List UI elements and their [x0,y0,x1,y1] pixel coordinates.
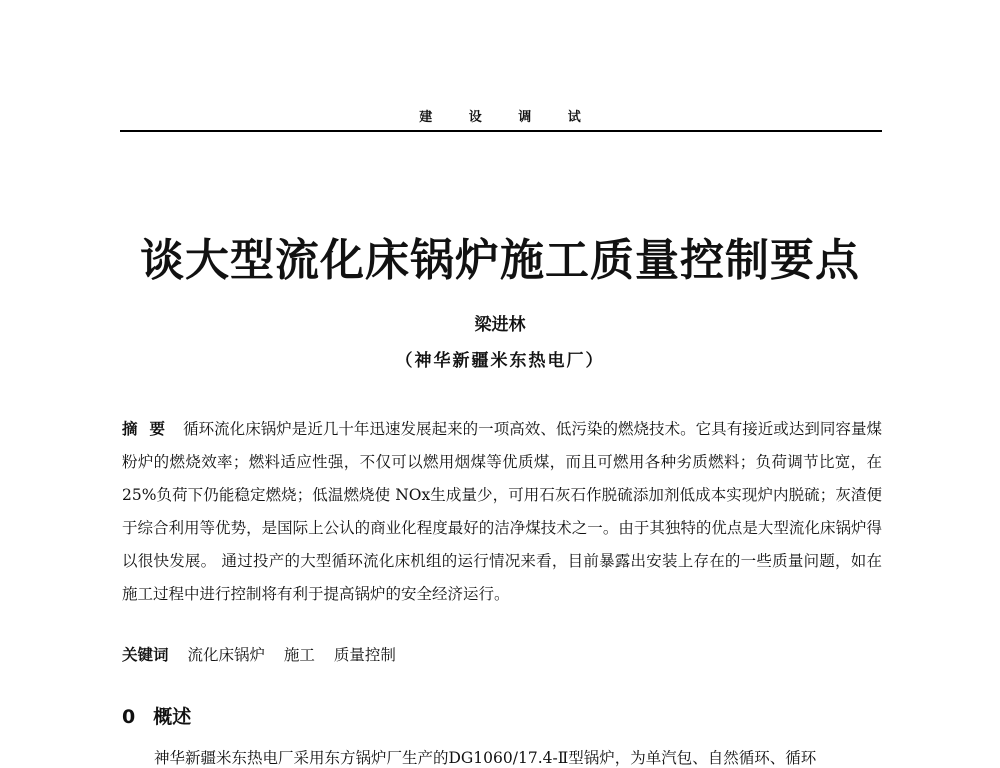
abstract-text: 循环流化床锅炉是近几十年迅速发展起来的一项高效、低污染的燃烧技术。它具有接近或达到同容量煤粉炉的燃烧效率；燃料适应性强，不仅可以燃用烟煤等优质煤，而且可燃用各种劣质燃料；负荷调节比宽，在 25%负荷下仍能稳定燃烧；低温燃烧使 NOx生成量少，可用石灰石作脱硫添加剂低成本实现炉内脱硫；灰渣便于综合利用等优势，是国际上公认的商业化程度最好的洁净煤技术之一。由于其独特的优点是大型流化床锅炉得以很快发展。 通过投产的大型循环流化床机组的运行情况来看，目前暴露出安装上存在的一些质量问题，如在施工过程中进行控制将有利于提高锅炉的安全经济运行。 [122,420,882,603]
keyword: 流化床锅炉 [187,646,265,664]
column-header: 建 设 调 试 [419,110,597,125]
abstract-label: 摘要 [122,419,178,438]
section-heading [122,702,191,729]
body-text: 神华新疆米东热电厂采用东方锅炉厂生产的DG1060/17.4-Ⅱ型锅炉，为单汽包、自然循环、循环 [154,749,817,767]
keyword: 施工 [283,646,315,664]
section-title: 概述 [153,706,192,728]
author-affiliation: （神华新疆米东热电厂） [395,351,605,371]
abstract [122,412,882,611]
keywords [122,638,882,672]
header-divider [120,130,882,132]
paper-title: 谈大型流化床锅炉施工质量控制要点 [140,235,860,286]
section-number: 0 [122,706,136,728]
keyword: 质量控制 [333,646,396,664]
author-name: 梁进林 [474,315,526,335]
keywords-label: 关键词 [122,645,169,664]
